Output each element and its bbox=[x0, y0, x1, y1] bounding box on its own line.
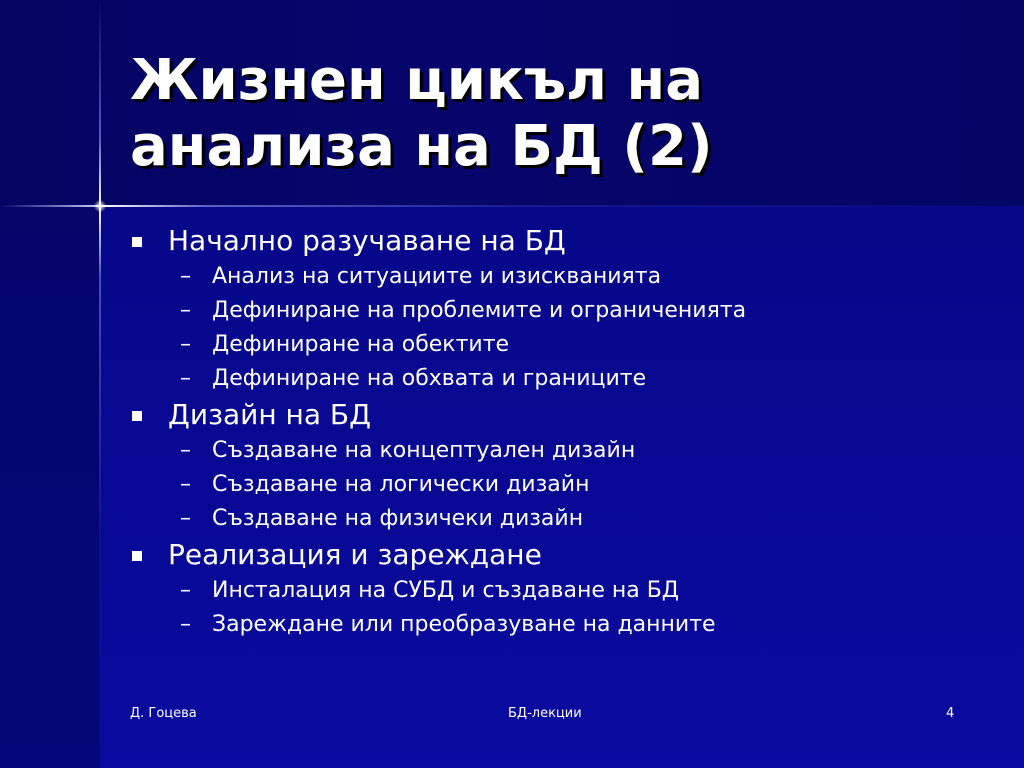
list-item-text: Създаване на концептуален дизайн bbox=[212, 438, 636, 463]
list-item bbox=[130, 260, 1010, 294]
section-label: Начално разучаване на БД bbox=[168, 224, 566, 257]
footer-page-number: 4 bbox=[946, 706, 955, 721]
dash-bullet-icon: – bbox=[180, 438, 191, 463]
vertical-glow-line bbox=[99, 0, 101, 768]
dash-bullet-icon: – bbox=[180, 472, 191, 497]
square-bullet-icon bbox=[132, 551, 142, 561]
list-item bbox=[130, 294, 1010, 328]
title-line-2: анализа на БД (2) bbox=[130, 114, 713, 179]
list-item-text: Инсталация на СУБД и създаване на БД bbox=[212, 578, 679, 603]
dash-bullet-icon: – bbox=[180, 612, 191, 637]
list-item-text: Дефиниране на обектите bbox=[212, 332, 510, 357]
list-item bbox=[130, 362, 1010, 396]
horizontal-glow-line bbox=[0, 205, 1024, 207]
list-item bbox=[130, 574, 1010, 608]
dash-bullet-icon: – bbox=[180, 298, 191, 323]
square-bullet-icon bbox=[132, 237, 142, 247]
square-bullet-icon bbox=[132, 411, 142, 421]
section-implementation bbox=[130, 536, 1010, 574]
list-item-text: Създаване на физичеки дизайн bbox=[212, 506, 584, 531]
sparkle-icon bbox=[94, 200, 106, 212]
list-item bbox=[130, 502, 1010, 536]
list-item-text: Зареждане или преобразуване на данните bbox=[212, 612, 716, 637]
section-initial-study bbox=[130, 222, 1010, 260]
list-item bbox=[130, 608, 1010, 642]
bullet-list bbox=[130, 222, 1010, 642]
section-label: Реализация и зареждане bbox=[168, 538, 542, 571]
slide-title bbox=[130, 48, 990, 180]
list-item bbox=[130, 468, 1010, 502]
dash-bullet-icon: – bbox=[180, 578, 191, 603]
title-line-1: Жизнен цикъл на bbox=[130, 48, 704, 113]
dash-bullet-icon: – bbox=[180, 264, 191, 289]
dash-bullet-icon: – bbox=[180, 366, 191, 391]
list-item bbox=[130, 434, 1010, 468]
section-label: Дизайн на БД bbox=[168, 398, 371, 431]
list-item-text: Създаване на логически дизайн bbox=[212, 472, 590, 497]
section-db-design bbox=[130, 396, 1010, 434]
footer-author: Д. Гоцева bbox=[130, 706, 197, 721]
list-item-text: Дефиниране на проблемите и ограниченията bbox=[212, 298, 747, 323]
dash-bullet-icon: – bbox=[180, 506, 191, 531]
dash-bullet-icon: – bbox=[180, 332, 191, 357]
list-item-text: Дефиниране на обхвата и границите bbox=[212, 366, 647, 391]
list-item-text: Анализ на ситуациите и изискванията bbox=[212, 264, 662, 289]
footer-course: БД-лекции bbox=[508, 706, 582, 721]
list-item bbox=[130, 328, 1010, 362]
